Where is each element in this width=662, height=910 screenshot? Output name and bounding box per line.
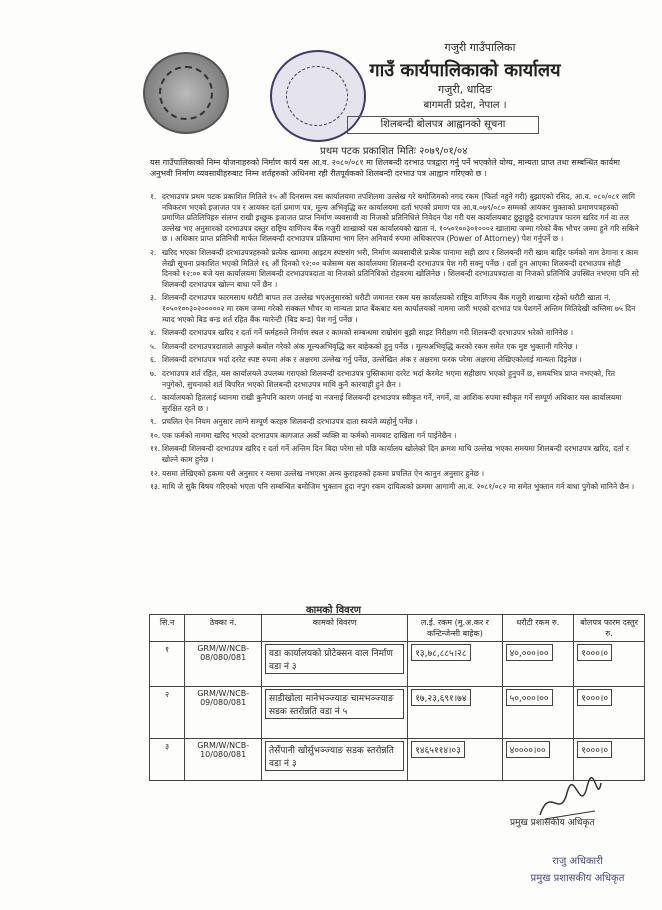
condition-item: ६. शिलबन्दी दरभाउपत्र भर्दा दररेट स्पष्ट रुपमा अंक र अक्षरमा उल्लेख गर्नु पर्नेछ, उल्लेखित अंक र अक्षरमा फरक परेमा अक्षरमा लेखिएकोलाई मान्यता दिइनेछ । (150, 355, 582, 365)
cell-deposit (502, 687, 574, 739)
signatory-title: प्रमुख प्रशासकीय अधिकृत (510, 818, 595, 828)
table-header-row (150, 615, 645, 642)
fee-text: १०००।० (577, 741, 612, 758)
cell-estimate (408, 687, 502, 739)
condition-item: ५. शिलबन्दी दरभाउपत्रदाताले आफुले कबोल गरेको अंक मूल्यअभिवृद्धि कर बाहेकको हुनु पर्नेछ । मूल्यअभिवृद्धि करको रकम समेत एक मुष्ट भुक्तानी गरिनेछ । (150, 341, 578, 351)
description-text: वडा कार्यालयको प्रोटेक्सन वाल निर्माण वडा नं ३ (265, 644, 404, 674)
col-deposit: धरौटी रकम रु. (502, 615, 574, 642)
cell-form-fee (574, 642, 645, 687)
condition-item: ९. प्रचलित ऐन नियम अनुसार लाग्ने सम्पूर्ण करहरु शिलबन्दी दरभाउपत्र दाता स्वयंले व्यहोर्नु पर्नेछ । (150, 417, 418, 427)
fee-text: १०००।० (577, 689, 612, 706)
condition-item: ४. शिलबन्दी दरभाउपत्र खरिद र दर्ता गर्ने फर्महरुले निर्माण स्थल र कामको सम्बन्धमा राम्रोसंग बुझी साइट निरीक्षण गरी शिलबन्दी दरभाउपत्र भरेको मानिनेछ । (150, 328, 574, 338)
work-details-table (149, 614, 645, 781)
estimate-text: १७,२३,६९१।७४ (411, 689, 470, 706)
cell-sn: २ (150, 687, 185, 739)
deposit-text: ४०,०००।०० (506, 644, 553, 661)
col-contract: ठेक्का नं. (185, 615, 262, 642)
table-row (150, 687, 645, 739)
cell-deposit (502, 642, 574, 687)
nepal-government-emblem (143, 52, 229, 134)
cell-estimate (408, 739, 502, 781)
description-text: साडीखोला मानेभञ्ज्याङ चामभञ्ज्याङ सडक स्तरोन्नति वडा नं ५ (265, 689, 404, 719)
condition-item: ११. शिलबन्दी शिलबन्दी दरभाउपत्र खरिद र दर्ता गर्ने अन्तिम दिन बिदा परेमा सो पछि कार्यालय खोलेको दिन क्रमश माथि उल्लेख भएका समयमा शिलबन्दी दरभाउपत्र खरिद, दर्ता र खोल्ने काम हुनेछ । (150, 444, 629, 465)
officer-name: राजु अधिकारी (552, 856, 603, 867)
condition-item: २. खरिद भएका शिलबन्दी दरभाउपत्रहरुको प्रत्येक खाममा आइटम स्पष्टसंग भरी, निर्माण व्यवसायीले प्रत्येक पानामा सही छाप र शिलबन्दी गरी खाम बाहिर फर्मको नाम ठेगाना र काम लेखी सूचना प्रकाशित भएको मितिले १६ औं दिनको १२:०० बजेसम्म यस कार्यालयमा शिलबन्दी दरभाउपत्र पेश गरी सक्नु पर्नेछ । दर्ता हुन आएका शिलबन्दी दरभाउपत्र सोही दिनको १२:०० बजे यस कार्यालयमा शिलबन्दी दरभाउपत्रदाता वा निजको प्रतिनिधिको रोहवरमा खोलिनेछ । शिलबन्दी दरभाउपत्रदाता वा निजको प्रतिनिधि उपस्थित नभएमा पनि सो शिलबन्दी दरभाउपत्र खोल्न बाधा पर्ने छैन । (150, 247, 639, 289)
work-details-title: कामको विवरण (306, 605, 362, 616)
condition-item: १२. यसमा लेखिएको हकमा यसै अनुसार र यसमा उल्लेख नभएका अन्य कुराहरुको हकमा प्रचलित ऐन कानुन अनुसार हुनेछ । (150, 468, 485, 478)
deposit-text: ५०,०००।०० (506, 689, 553, 706)
office-location: गजुरी, धादिङ (437, 83, 492, 96)
fee-text: १०००।० (577, 644, 612, 661)
intro-paragraph: यस गाउँपालिकाको निम्न योजनाहरुको निर्माण कार्य यस आ.व. २०८०/०८१ मा शिलबन्दी दरभाउ पत्रद्वारा गर्नु पर्ने भएकोले योग्य, मान्यता प्राप्त तथा सम्बन्धित कार्यमा अनुभवी निर्माण व्यवसायीहरुबाट निम्न शर्तहरुको अधिनमा रही रीतपूर्वकको शिलबन्दी दरभाउ पत्र आह्वान गरिएको छ । (150, 158, 621, 178)
estimate-text: १४६५११४।०३ (411, 741, 465, 758)
col-description: कामको विवरण (262, 615, 408, 642)
cell-description (262, 642, 408, 687)
office-title: गाउँ कार्यपालिकाको कार्यालय (369, 60, 561, 81)
condition-item: ३. शिलबन्दी दरभाउपत्र फारमसाथ धरौटी बापत तल उल्लेख भएअनुसारको धरौटी जमानत रकम यस कार्यालयको राष्ट्रिय वाणिज्य बैंक गजुरी शाखामा रहेको धरौटी खाता नं. १०५०१००३०२०००००२ मा रकम जम्मा गरेको सक्कल भौचर वा मान्यता प्राप्त बैंकबाट यस कार्यालयको नाममा जारी भएको दरभाउ पत्र पेशगर्ने अन्तिम मितिदेखी कम्तिमा ७५ दिन म्याद भएको बिड बन्ड शर्त रहित बैंक ग्यारेन्टी (बिड बन्ड) पेश गर्नु पर्नेछ । (150, 293, 636, 324)
cell-sn: १ (150, 642, 185, 687)
office-province: बागमती प्रदेश, नेपाल । (423, 100, 507, 111)
condition-item: १. दरभाउपत्र प्रथम पटक प्रकाशित मितिले १५ औं दिनसम्म यस कार्यालयमा तपशिलमा उल्लेख गरे बमोजिमको नगद रकम (फिर्ता नहुने गरी) बुझाएको रसिद, आ.व. ०८०/०८१ लागि नविकरण भएको इजाजत पत्र र आयकर दर्ता प्रमाण पत्र, मूल्य अभिवृद्धि कर कार्यालयमा दर्ता भएको प्रमाण पत्र आ.व.०७९/०८० सम्मको आयकर चुक्ताको प्रमाणपत्रहरुको प्रमाणित प्रतिलिपिहरु संलग्न राखी इच्छुक इजाजत प्राप्त निर्माण व्यवसायी वा निजको प्रतिनिधिले निवेदन पेश गरी यस कार्यालयबाट छुट्टाछुट्टै दरभाउपत्र फारम खरिद गर्न वा तल उल्लेख भए अनुसारको दरभाउपत्र दस्तुर राष्ट्रिय वाणिज्य बैंक गजुरी शाखाको यस कार्यालयको खाता नं. १०५०१००३०१०००२ खातामा जम्मा गरेको बैंक भौचर जम्मा हुने गरि सकिने छ । अधिकार प्राप्त प्रतिनिधी मार्फत शिलबन्दी दरभाउपत्र प्रक्रियामा भाग लिन अनिवार्य रुपमा अधिकारपत्र (Power of Attorney) पेश गर्नुपर्ने छ । (150, 192, 639, 244)
condition-item: १०. एक फर्मको नाममा खरिद भएको दरभाउपत्र कागजात अर्को व्यक्ति वा फर्मको नामबाट दाखिला गर्न पाईनेछैन । (150, 430, 457, 440)
col-sn: सि.न (150, 615, 185, 642)
notice-title: शिलबन्दी बोलपत्र आह्वानको सूचना (347, 116, 539, 134)
publish-date: प्रथम पटक प्रकाशित मितिः २०७९/०१/०४ (320, 146, 468, 157)
col-estimate: ल.ई. रकम (मु.अ.कर र कन्टिन्जेन्सी बाहेक) (408, 615, 502, 642)
officer-designation: प्रमुख प्रशासकीय अधिकृत (530, 873, 625, 884)
cell-description (262, 739, 408, 781)
condition-item: १३. माथि जे सुकै बिषय गरिएको भएता पनि सम्बन्धित बमोजिम भुक्तान हुदा नपुग रकम दायित्वको क्रममा आगामी आ.व. २०८१/०८२ मा समेत भुक्तान गर्न बाधा पुगेको मानिने छैन । (150, 482, 635, 492)
municipality-name: गजुरी गाउँपालिका (444, 41, 516, 54)
col-form-fee: बोलपत्र फारम दस्तुर रु. (574, 615, 645, 642)
cell-contract: GRM/W/NCB-10/080/081 (185, 739, 262, 781)
table-row (150, 642, 645, 687)
cell-form-fee (574, 687, 645, 739)
cell-estimate (408, 642, 502, 687)
condition-item: ७. दरभाउपत्र शर्त रहित, यस कार्यालयले उपलब्ध गराएको शिलबन्दी दरभाउपत्र पुस्तिकामा दररेट भर्दा केरमेट भएमा सहीछाप भएको हुनुपर्ने छ, समयभित्र प्राप्त नभएको, रित नपुगेको, सुचनाको शर्त बिपरित भएको शिलबन्दी दरभाउपत्र माथि कुनै कारवाही हुने छैन । (150, 368, 616, 389)
cell-sn: ३ (150, 739, 185, 781)
conditions-list (150, 192, 640, 496)
description-text: तेर्सेपानी खोर्सुभञ्ज्याङ सडक स्तरोन्नति वडा नं ३ (265, 741, 404, 771)
cell-description (262, 687, 408, 739)
cell-contract: GRM/W/NCB-09/080/081 (185, 687, 262, 739)
officer-name-stamp (520, 853, 635, 887)
estimate-text: १३,७८,८८५।२८ (411, 644, 470, 661)
cell-contract: GRM/W/NCB-08/080/081 (185, 642, 262, 687)
deposit-text: ४००००।०० (506, 741, 550, 758)
condition-item: ८. कार्यालयको हितलाई ध्यानमा राखी कुनैपनि कारण जनाई वा नजनाई शिलबन्दी दरभाउपत्र स्वीकृत गर्ने, नगर्ने, वा आंशिक रुपमा स्वीकृत गर्ने सम्पूर्ण अधिकार यस कार्यालयमा सुरक्षित रहने छ । (150, 393, 622, 413)
